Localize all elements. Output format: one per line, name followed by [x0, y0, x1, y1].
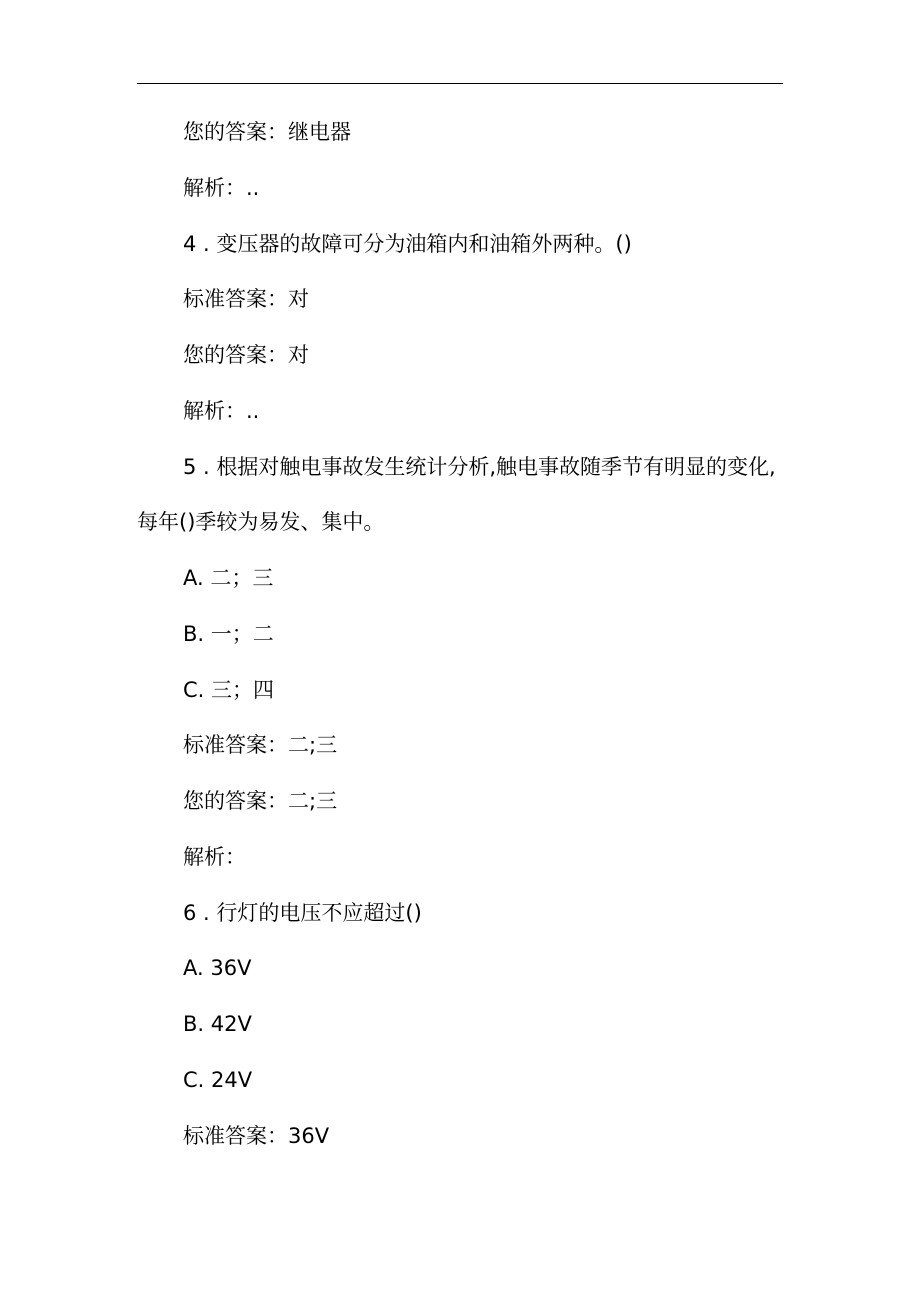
option-a: A. 二；三 [183, 566, 274, 590]
header-rule [137, 83, 783, 84]
question-5: 5 . 根据对触电事故发生统计分析,触电事故随季节有明显的变化, [183, 455, 776, 479]
answer-line-yours: 您的答案：对 [183, 343, 309, 367]
analysis-line: 解析： [183, 845, 246, 869]
answer-line-standard: 标准答案：对 [183, 287, 309, 311]
option-b: B. 一；二 [183, 622, 274, 646]
answer-line-standard: 标准答案：二;三 [183, 733, 338, 757]
option-c: C. 三；四 [183, 678, 275, 702]
answer-line-standard: 标准答案：36V [183, 1124, 330, 1148]
question-6: 6 . 行灯的电压不应超过() [183, 901, 422, 925]
analysis-line: 解析：.. [183, 399, 260, 423]
analysis-line: 解析：.. [183, 176, 260, 200]
question-5-continuation: 每年()季较为易发、集中。 [137, 510, 385, 534]
option-a: A. 36V [183, 956, 252, 980]
answer-line-yours: 您的答案：继电器 [183, 120, 351, 144]
option-c: C. 24V [183, 1068, 253, 1092]
option-b: B. 42V [183, 1012, 252, 1036]
question-4: 4 . 变压器的故障可分为油箱内和油箱外两种。() [183, 232, 632, 256]
answer-line-yours: 您的答案：二;三 [183, 789, 338, 813]
